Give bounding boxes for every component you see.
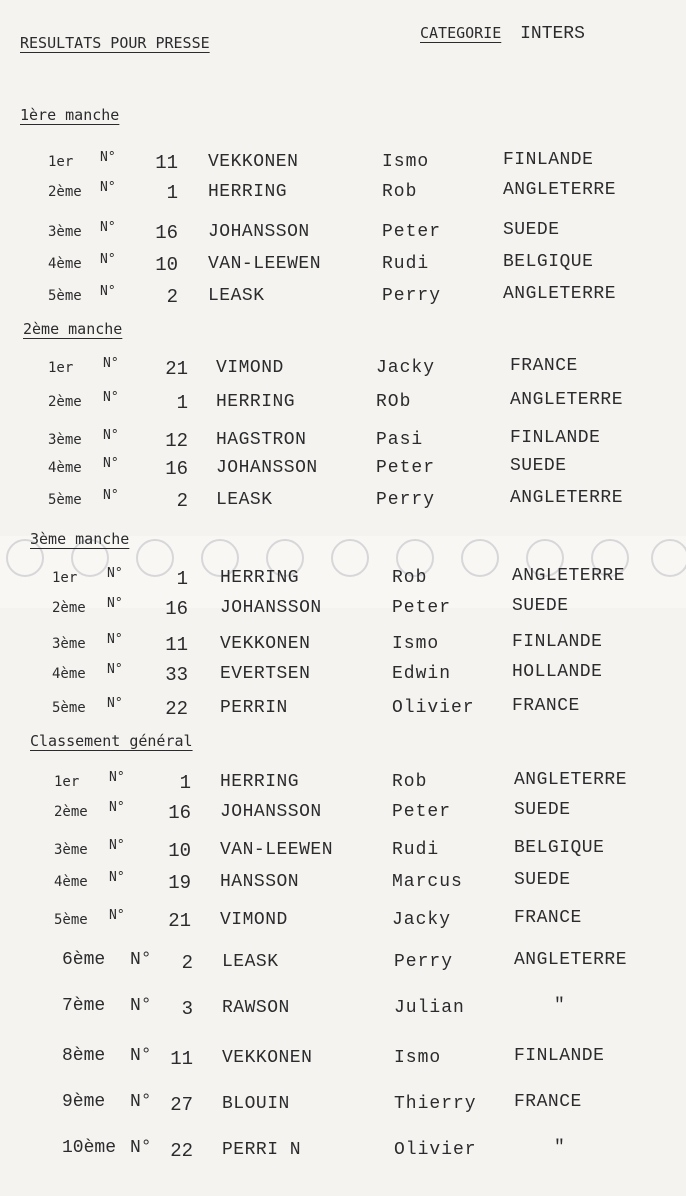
- result-row: [0, 632, 686, 662]
- number-sign: N°: [130, 950, 152, 970]
- rider-firstname: Peter: [382, 222, 442, 242]
- rank-label: 3ème: [48, 224, 82, 240]
- rank-label: 1er: [48, 360, 74, 376]
- category-label: CATEGORIE: [420, 24, 502, 42]
- rider-country: ": [554, 1138, 566, 1158]
- rank-label: 4ème: [52, 666, 86, 682]
- result-row: [0, 1092, 686, 1122]
- rider-surname: VIMOND: [220, 910, 288, 930]
- number-sign: N°: [103, 390, 119, 405]
- bib-number: 12: [165, 430, 188, 452]
- number-sign: N°: [109, 908, 125, 923]
- rider-country: FRANCE: [512, 696, 580, 716]
- number-sign: N°: [130, 1046, 152, 1066]
- rider-firstname: Rudi: [382, 254, 430, 274]
- rider-surname: JOHANSSON: [220, 802, 322, 822]
- rank-label: 8ème: [62, 1046, 106, 1066]
- result-row: [0, 800, 686, 830]
- section-title: 2ème manche: [23, 320, 123, 338]
- number-sign: N°: [103, 428, 119, 443]
- number-sign: N°: [109, 800, 125, 815]
- number-sign: N°: [103, 356, 119, 371]
- rider-surname: VEKKONEN: [208, 152, 299, 172]
- rank-label: 2ème: [52, 600, 86, 616]
- rider-country: FINLANDE: [514, 1046, 605, 1066]
- result-row: [0, 950, 686, 980]
- rider-surname: LEASK: [222, 952, 279, 972]
- bib-number: 27: [170, 1094, 193, 1116]
- result-row: [0, 390, 686, 420]
- bib-number: 11: [155, 152, 178, 174]
- number-sign: N°: [100, 284, 116, 299]
- rider-firstname: Perry: [382, 286, 442, 306]
- rider-firstname: Perry: [376, 490, 436, 510]
- rider-firstname: Marcus: [392, 872, 463, 892]
- result-row: [0, 1046, 686, 1076]
- rider-surname: JOHANSSON: [220, 598, 322, 618]
- number-sign: N°: [109, 870, 125, 885]
- rider-firstname: Jacky: [392, 910, 452, 930]
- bib-number: 1: [176, 392, 188, 414]
- bib-number: 2: [181, 952, 193, 974]
- rider-surname: VAN-LEEWEN: [208, 254, 322, 274]
- rider-country: SUEDE: [512, 596, 569, 616]
- rider-country: BELGIQUE: [503, 252, 594, 272]
- rider-firstname: Perry: [394, 952, 454, 972]
- rider-firstname: Ismo: [392, 634, 440, 654]
- number-sign: N°: [100, 220, 116, 235]
- rank-label: 1er: [54, 774, 80, 790]
- rider-firstname: Julian: [394, 998, 465, 1018]
- result-row: [0, 908, 686, 938]
- rank-label: 4ème: [48, 460, 82, 476]
- rider-firstname: Jacky: [376, 358, 436, 378]
- number-sign: N°: [100, 180, 116, 195]
- rider-surname: LEASK: [208, 286, 265, 306]
- bib-number: 21: [168, 910, 191, 932]
- number-sign: N°: [107, 596, 123, 611]
- rider-firstname: Rob: [382, 182, 418, 202]
- section-title: 1ère manche: [20, 106, 120, 124]
- bib-number: 22: [165, 698, 188, 720]
- rider-country: FRANCE: [514, 908, 582, 928]
- bib-number: 2: [166, 286, 178, 308]
- rider-firstname: Thierry: [394, 1094, 477, 1114]
- rider-firstname: ROb: [376, 392, 412, 412]
- rider-country: HOLLANDE: [512, 662, 603, 682]
- rider-surname: VEKKONEN: [222, 1048, 313, 1068]
- rank-label: 2ème: [54, 804, 88, 820]
- bib-number: 33: [165, 664, 188, 686]
- rider-firstname: Rudi: [392, 840, 440, 860]
- result-row: [0, 596, 686, 626]
- bib-number: 10: [155, 254, 178, 276]
- result-row: [0, 252, 686, 282]
- bib-number: 16: [165, 598, 188, 620]
- rank-label: 5ème: [52, 700, 86, 716]
- number-sign: N°: [100, 150, 116, 165]
- section-title: Classement général: [30, 732, 193, 750]
- result-row: [0, 1138, 686, 1168]
- rider-country: ANGLETERRE: [510, 390, 624, 410]
- bib-number: 10: [168, 840, 191, 862]
- category-value: INTERS: [520, 24, 585, 44]
- rider-surname: PERRI N: [222, 1140, 302, 1160]
- rider-country: FRANCE: [510, 356, 578, 376]
- result-row: [0, 180, 686, 210]
- number-sign: N°: [107, 632, 123, 647]
- document-title: RESULTATS POUR PRESSE: [20, 34, 210, 52]
- rank-label: 2ème: [48, 184, 82, 200]
- rider-surname: JOHANSSON: [216, 458, 318, 478]
- rank-label: 3ème: [52, 636, 86, 652]
- result-row: [0, 870, 686, 900]
- bib-number: 11: [170, 1048, 193, 1070]
- number-sign: N°: [109, 770, 125, 785]
- rider-surname: LEASK: [216, 490, 273, 510]
- rider-country: SUEDE: [514, 870, 571, 890]
- rider-firstname: Edwin: [392, 664, 452, 684]
- rank-label: 4ème: [54, 874, 88, 890]
- result-row: [0, 356, 686, 386]
- rider-firstname: Ismo: [394, 1048, 442, 1068]
- rank-label: 2ème: [48, 394, 82, 410]
- rider-firstname: Olivier: [394, 1140, 477, 1160]
- rider-country: ANGLETERRE: [514, 950, 628, 970]
- rank-label: 10ème: [62, 1138, 117, 1158]
- rider-surname: VAN-LEEWEN: [220, 840, 334, 860]
- rider-surname: HERRING: [220, 568, 300, 588]
- rider-country: FRANCE: [514, 1092, 582, 1112]
- number-sign: N°: [130, 1092, 152, 1112]
- bib-number: 1: [166, 182, 178, 204]
- rider-country: SUEDE: [514, 800, 571, 820]
- rider-country: ": [554, 996, 566, 1016]
- number-sign: N°: [107, 566, 123, 581]
- result-row: [0, 696, 686, 726]
- rider-country: SUEDE: [510, 456, 567, 476]
- rider-surname: HERRING: [220, 772, 300, 792]
- result-row: [0, 996, 686, 1026]
- rider-country: ANGLETERRE: [503, 284, 617, 304]
- rank-label: 9ème: [62, 1092, 106, 1112]
- number-sign: N°: [130, 996, 152, 1016]
- rank-label: 5ème: [48, 492, 82, 508]
- rider-country: FINLANDE: [503, 150, 594, 170]
- number-sign: N°: [109, 838, 125, 853]
- rank-label: 1er: [48, 154, 74, 170]
- rider-surname: HERRING: [216, 392, 296, 412]
- rank-label: 5ème: [48, 288, 82, 304]
- number-sign: N°: [130, 1138, 152, 1158]
- rider-country: FINLANDE: [512, 632, 603, 652]
- rider-surname: PERRIN: [220, 698, 288, 718]
- result-row: [0, 770, 686, 800]
- rider-surname: HANSSON: [220, 872, 300, 892]
- rider-country: SUEDE: [503, 220, 560, 240]
- rider-country: FINLANDE: [510, 428, 601, 448]
- number-sign: N°: [100, 252, 116, 267]
- rider-firstname: Peter: [392, 598, 452, 618]
- bib-number: 2: [176, 490, 188, 512]
- bib-number: 19: [168, 872, 191, 894]
- rider-country: ANGLETERRE: [514, 770, 628, 790]
- rider-firstname: Peter: [392, 802, 452, 822]
- result-row: [0, 284, 686, 314]
- rank-label: 3ème: [48, 432, 82, 448]
- result-row: [0, 150, 686, 180]
- rider-surname: BLOUIN: [222, 1094, 290, 1114]
- bib-number: 3: [181, 998, 193, 1020]
- result-row: [0, 838, 686, 868]
- result-row: [0, 488, 686, 518]
- rider-firstname: Ismo: [382, 152, 430, 172]
- rider-firstname: Peter: [376, 458, 436, 478]
- rank-label: 7ème: [62, 996, 106, 1016]
- rider-country: ANGLETERRE: [510, 488, 624, 508]
- rider-surname: EVERTSEN: [220, 664, 311, 684]
- rider-surname: JOHANSSON: [208, 222, 310, 242]
- rider-surname: RAWSON: [222, 998, 290, 1018]
- bib-number: 1: [176, 568, 188, 590]
- rank-label: 4ème: [48, 256, 82, 272]
- section-title: 3ème manche: [30, 530, 130, 548]
- result-row: [0, 662, 686, 692]
- result-row: [0, 220, 686, 250]
- rank-label: 5ème: [54, 912, 88, 928]
- bib-number: 1: [179, 772, 191, 794]
- rank-label: 3ème: [54, 842, 88, 858]
- result-row: [0, 566, 686, 596]
- rider-surname: HERRING: [208, 182, 288, 202]
- number-sign: N°: [103, 488, 119, 503]
- result-row: [0, 456, 686, 486]
- rider-surname: VIMOND: [216, 358, 284, 378]
- rider-country: BELGIQUE: [514, 838, 605, 858]
- bib-number: 16: [155, 222, 178, 244]
- rider-firstname: Rob: [392, 568, 428, 588]
- rider-country: ANGLETERRE: [512, 566, 626, 586]
- bib-number: 16: [168, 802, 191, 824]
- rider-surname: HAGSTRON: [216, 430, 307, 450]
- rank-label: 6ème: [62, 950, 106, 970]
- number-sign: N°: [107, 696, 123, 711]
- rider-firstname: Rob: [392, 772, 428, 792]
- rider-country: ANGLETERRE: [503, 180, 617, 200]
- rider-firstname: Pasi: [376, 430, 424, 450]
- rider-firstname: Olivier: [392, 698, 475, 718]
- bib-number: 11: [165, 634, 188, 656]
- bib-number: 22: [170, 1140, 193, 1162]
- bib-number: 16: [165, 458, 188, 480]
- number-sign: N°: [107, 662, 123, 677]
- number-sign: N°: [103, 456, 119, 471]
- bib-number: 21: [165, 358, 188, 380]
- category-header: [420, 24, 585, 44]
- rider-surname: VEKKONEN: [220, 634, 311, 654]
- rank-label: 1er: [52, 570, 78, 586]
- result-row: [0, 428, 686, 458]
